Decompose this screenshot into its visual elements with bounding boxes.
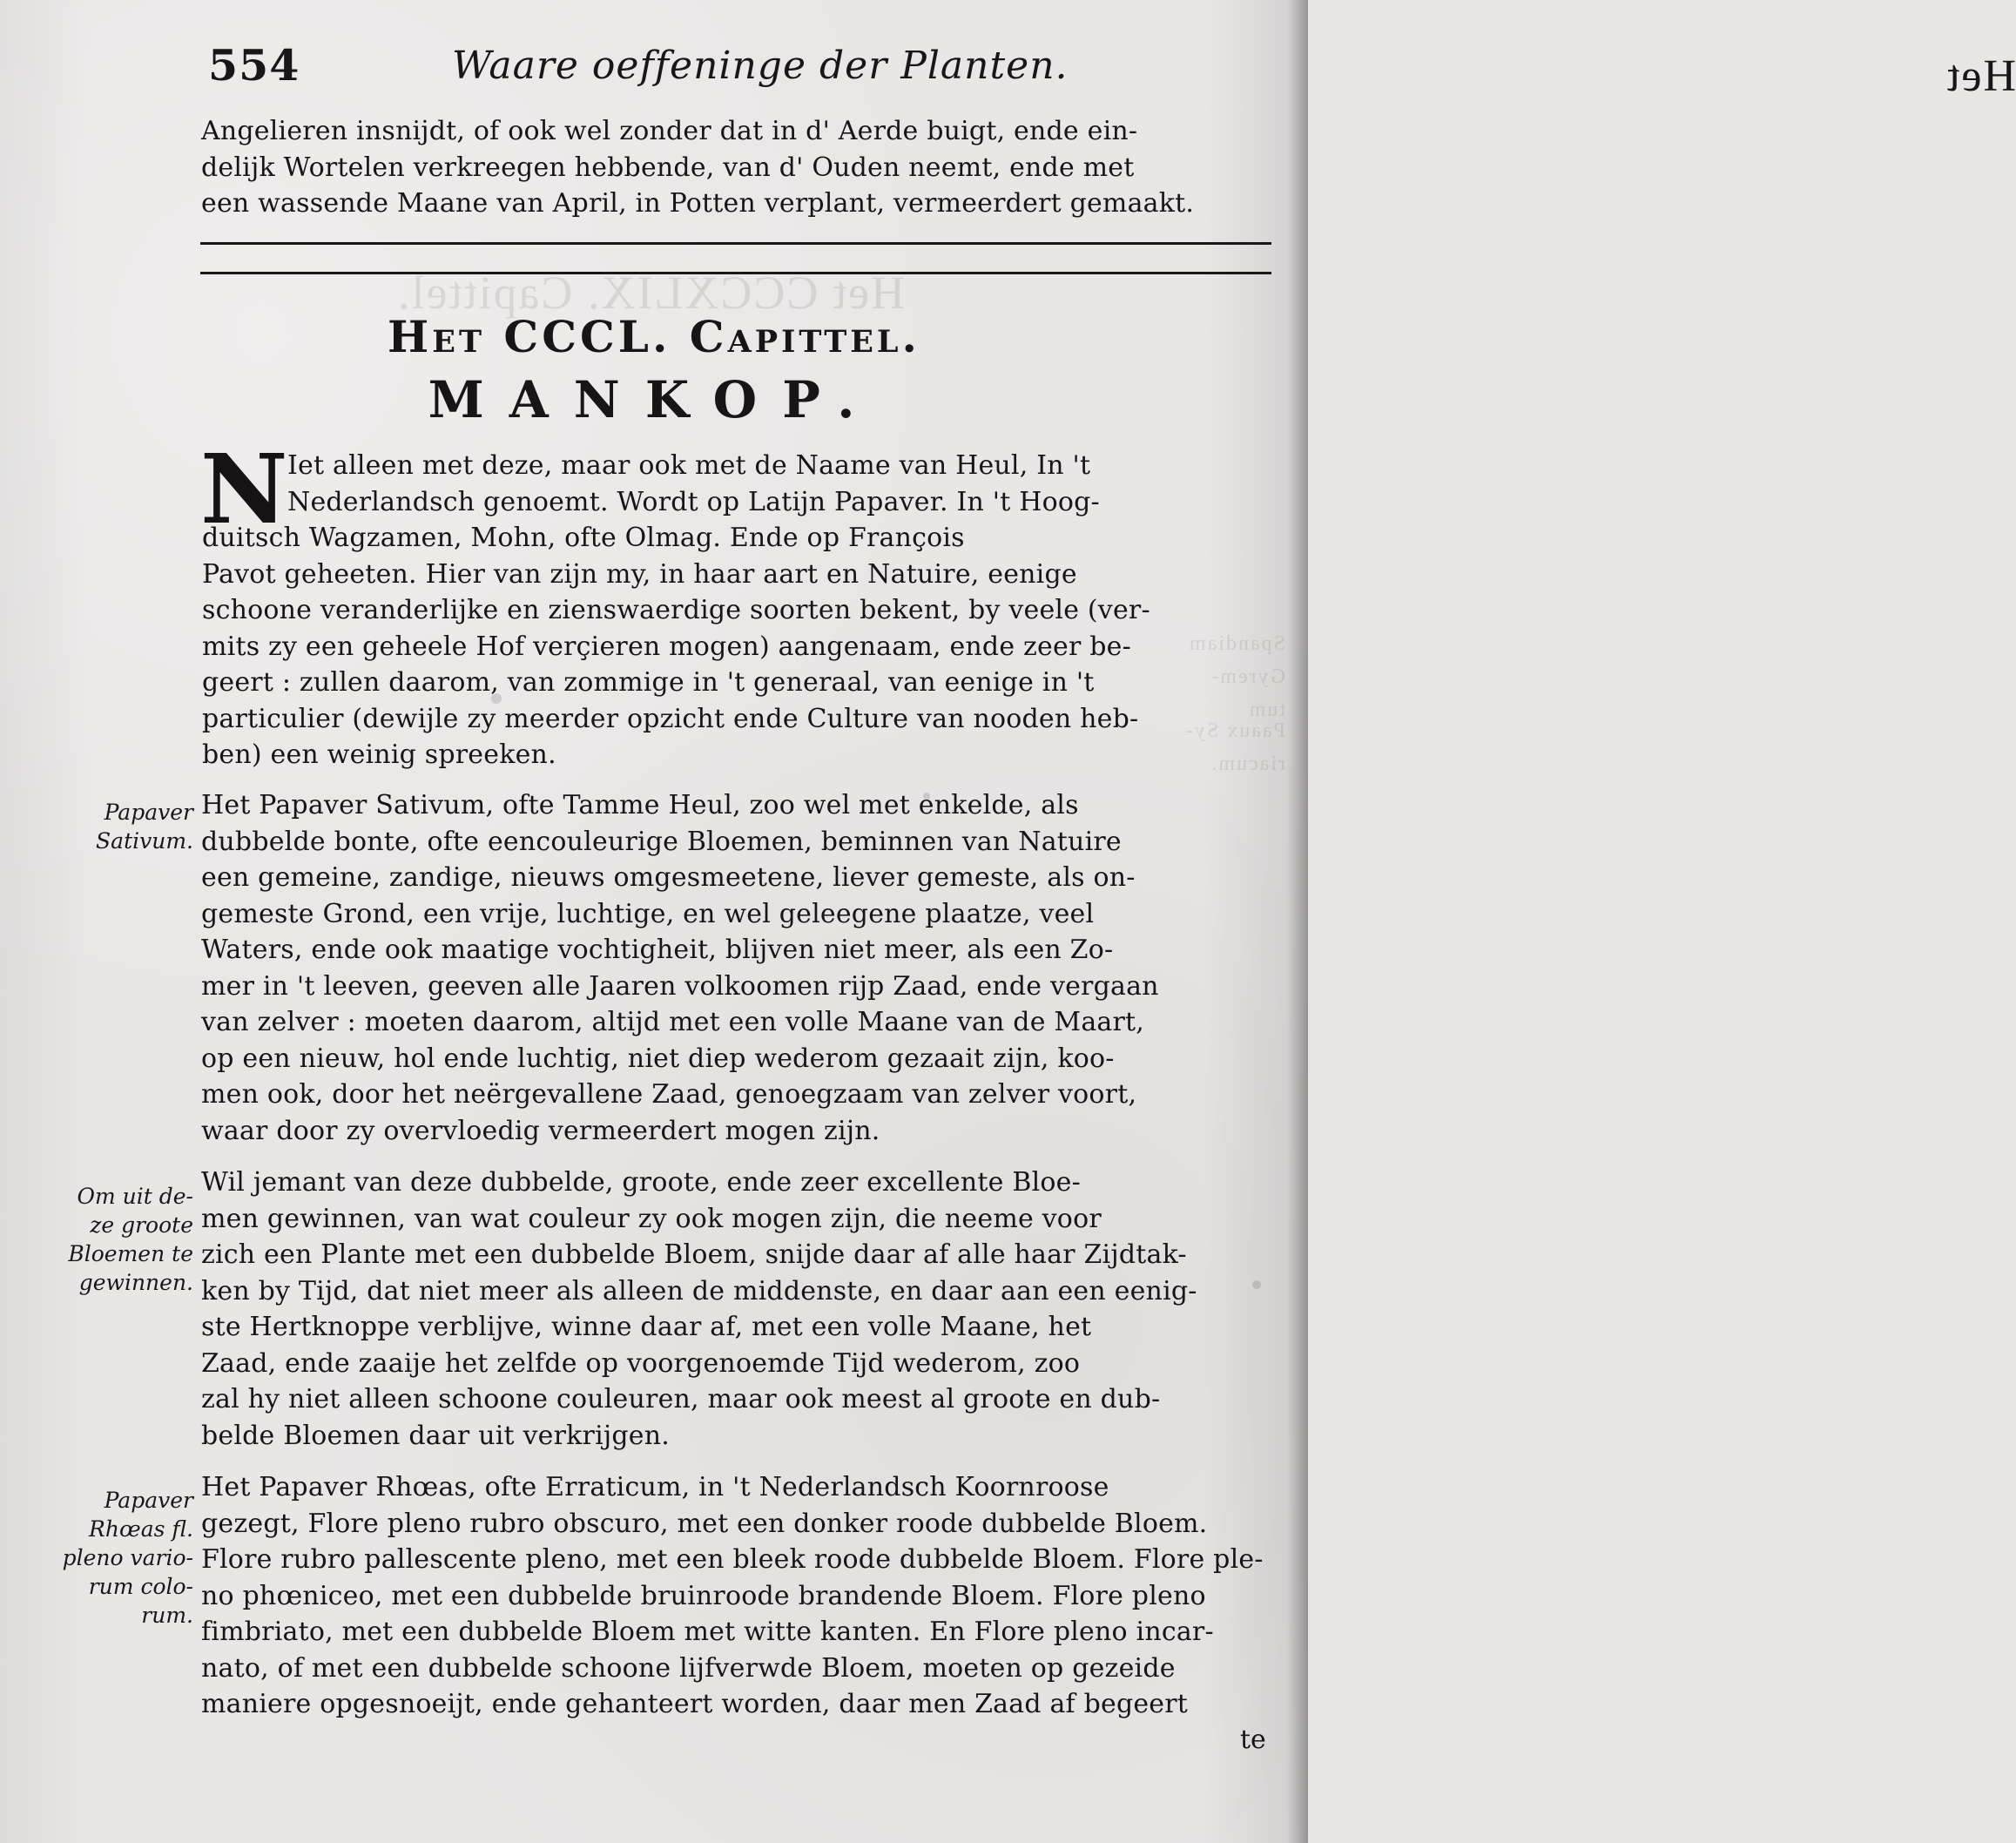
paragraph-2 (201, 787, 1281, 1149)
text-line: waar door zy overvloedig vermeerdert mogen zijn. (201, 1115, 880, 1146)
margin-note-line: Bloemen te (68, 1241, 193, 1266)
margin-note-line: Papaver (104, 800, 193, 825)
margin-note-line: rum. (141, 1603, 193, 1628)
chapter-title: Het CCCL. Capittel. (388, 311, 920, 362)
text-line: men ook, door het neërgevallene Zaad, genoegzaam van zelver voort, (201, 1079, 1137, 1110)
text-line: nato, of met een dubbelde schoone lijfverwde Bloem, moeten op gezeide (201, 1652, 1176, 1684)
lower-rule (200, 272, 1271, 274)
margin-note-papaver-rhoeas (57, 1486, 193, 1630)
show-through-header: Het (1945, 51, 2016, 101)
upper-rule (200, 242, 1271, 245)
paragraph-4 (201, 1469, 1281, 1723)
show-through-side-note-1: Spandiam Gyrem- tum (1188, 632, 1285, 721)
text-line: dubbelde bonte, ofte eencouleurige Bloemen, beminnen van Natuire (201, 826, 1122, 857)
text-line: Zaad, ende zaaije het zelfde op voorgenoemde Tijd wederom, zoo (201, 1347, 1081, 1379)
text-line: maniere opgesnoeijt, ende gehanteert worden, daar men Zaad af begeert (201, 1689, 1189, 1719)
text-line: fimbriato, met een dubbelde Bloem met witte kanten. En Flore pleno incar- (201, 1617, 1214, 1647)
text-line: Angelieren insnijdt, of ook wel zonder dat in d' Aerde buigt, ende ein- (201, 116, 1138, 146)
text-line: ben) een weinig spreeken. (202, 739, 556, 770)
margin-note-line: Rhœas fl. (89, 1516, 193, 1542)
text-line: Nederlandsch genoemt. Wordt op Latijn Papaver. In 't Hoog- (287, 486, 1100, 517)
paragraph-1 (202, 448, 1280, 773)
margin-note-line: pleno vario- (62, 1545, 193, 1570)
text-line: zal hy niet alleen schoone couleuren, maar ook meest al groote en dub- (201, 1384, 1161, 1414)
opening-continuation-text (201, 113, 1281, 222)
paragraph-3 (201, 1165, 1281, 1454)
text-line: particulier (dewijle zy meerder opzicht ende Culture van nooden heb- (202, 703, 1139, 734)
text-line: Flore rubro pallescente pleno, met een bleek roode dubbelde Bloem. Flore ple- (201, 1544, 1264, 1575)
text-line: een wassende Maane van April, in Potten verplant, vermeerdert gemaakt. (201, 188, 1195, 219)
section-heading: MANKOP. (428, 370, 880, 429)
margin-note-line: Sativum. (96, 828, 193, 854)
text-line: men gewinnen, van wat couleur zy ook mogen zijn, die neeme voor (201, 1203, 1102, 1234)
margin-note-line: gewinnen. (78, 1270, 193, 1295)
text-line: schoone veranderlijke en zienswaerdige soorten bekent, by veele (ver- (202, 595, 1150, 625)
text-line: ste Hertknoppe verblijve, winne daar af, met een volle Maane, het (201, 1312, 1092, 1342)
text-line: Het Papaver Rhœas, ofte Erraticum, in 't Nederlandsch Koornroose (201, 1472, 1109, 1502)
ink-spot (1252, 1280, 1261, 1289)
margin-note-line: ze groote (90, 1212, 193, 1238)
running-title: Waare oeffeninge der Planten. (452, 44, 1069, 88)
text-line: van zelver : moeten daarom, altijd met een volle Maane van de Maart, (201, 1007, 1145, 1037)
running-header (208, 40, 1192, 92)
text-line: Iet alleen met deze, maar ook met de Naame van Heul, In 't (287, 450, 1091, 481)
page-gutter-shadow (1287, 0, 1308, 1843)
text-line: Wil jemant van deze dubbelde, groote, ende zeer excellente Bloe- (201, 1167, 1081, 1198)
text-line: Pavot geheeten. Hier van zijn my, in haar aart en Natuire, eenige (202, 558, 1077, 590)
show-through-chapter-heading: Het CCCXLIX. Capittel. (396, 267, 905, 319)
ink-spot (923, 793, 930, 800)
text-line: duitsch Wagzamen, Mohn, ofte Olmag. Ende op François (202, 523, 965, 553)
text-line: ken by Tijd, dat niet meer als alleen de middenste, en daar aan een eenig- (201, 1275, 1197, 1306)
text-line: gezegt, Flore pleno rubro obscuro, met een donker roode dubbelde Bloem. (201, 1508, 1208, 1539)
text-line: een gemeine, zandige, nieuws omgesmeetene, liever gemeste, als on- (201, 862, 1136, 893)
margin-note-line: Om uit de- (77, 1184, 193, 1209)
margin-note-line: rum colo- (88, 1574, 193, 1599)
text-line: delijk Wortelen verkreegen hebbende, van d' Ouden neemt, ende met (201, 152, 1135, 183)
show-through-side-note-2: Paaux Sy- riacum. (1184, 719, 1285, 775)
page-number: 554 (208, 40, 300, 91)
drop-cap-letter: N (200, 433, 288, 545)
text-line: geert : zullen daarom, van zommige in 't generaal, van eenige in 't (202, 667, 1095, 698)
margin-note-papaver-sativum (84, 798, 193, 855)
catchword: te (1240, 1725, 1266, 1755)
text-line: mer in 't leeven, geeven alle Jaaren volkoomen rijp Zaad, ende vergaan (201, 970, 1159, 1002)
text-line: no phœniceo, met een dubbelde bruinroode brandende Bloem. Flore pleno (201, 1580, 1206, 1611)
text-line: Waters, ende ook maatige vochtigheit, blijven niet meer, als een Zo- (201, 935, 1114, 965)
margin-note-line: Papaver (104, 1488, 193, 1513)
text-line: zich een Plante met een dubbelde Bloem, snijde daar af alle haar Zijdtak- (201, 1239, 1187, 1270)
text-line: belde Bloemen daar uit verkrijgen. (201, 1420, 670, 1451)
margin-note-gewinnen (57, 1182, 193, 1297)
ink-spot (491, 693, 502, 704)
text-line: gemeste Grond, een vrije, luchtige, en wel geleegene plaatze, veel (201, 898, 1095, 929)
text-line: mits zy een geheele Hof verçieren mogen) aangenaam, ende zeer be- (202, 631, 1131, 662)
text-line: op een nieuw, hol ende luchtig, niet diep wederom gezaait zijn, koo- (201, 1043, 1115, 1074)
text-line: Het Papaver Sativum, ofte Tamme Heul, zoo wel met enkelde, als (201, 790, 1079, 820)
